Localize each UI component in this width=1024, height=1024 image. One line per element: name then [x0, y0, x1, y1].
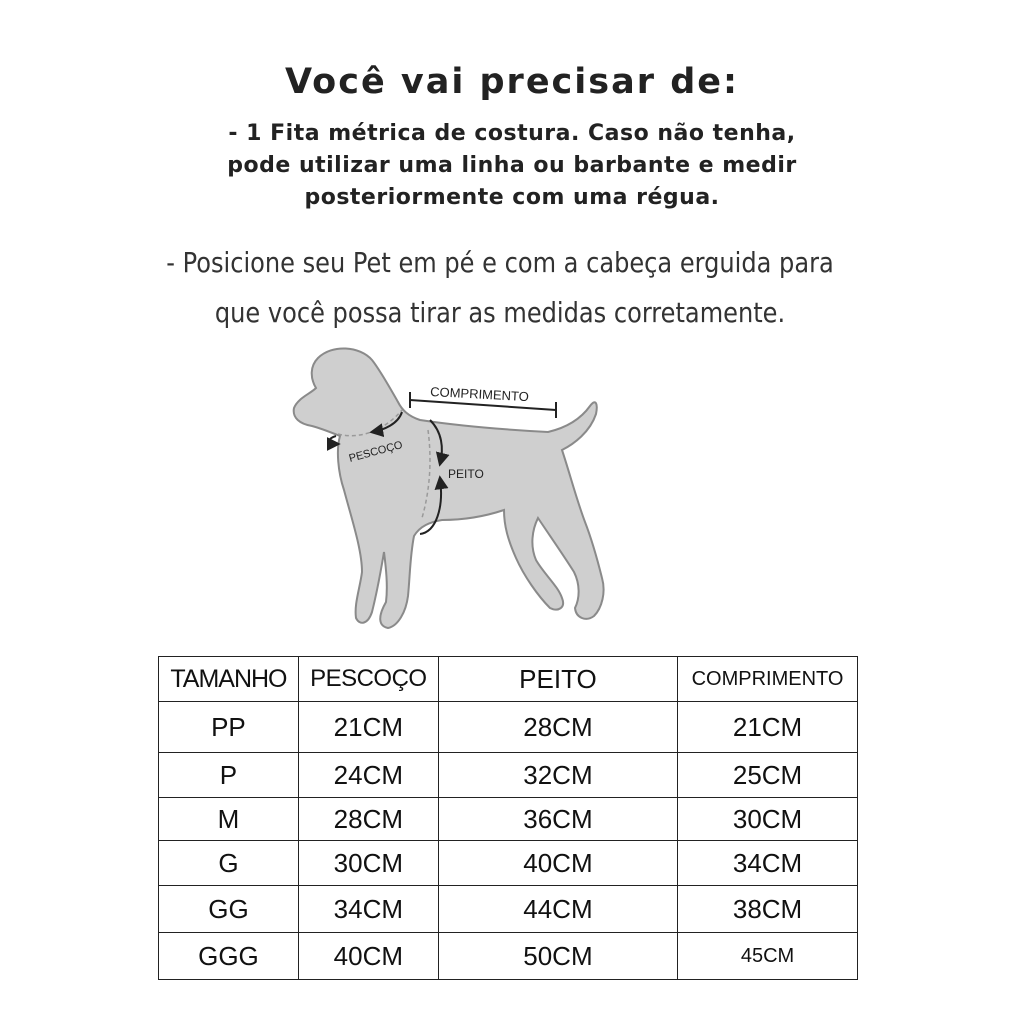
instruction-line: - 1 Fita métrica de costura. Caso não tenha,: [228, 121, 796, 146]
positioning-line: - Posicione seu Pet em pé e com a cabeça erguida para: [166, 246, 834, 279]
table-row: [159, 886, 858, 933]
length-cell: 21CM: [678, 702, 858, 753]
length-cell: 30CM: [678, 798, 858, 841]
chest-cell: 44CM: [438, 886, 677, 933]
table-header-row: [159, 657, 858, 702]
neck-cell: 24CM: [298, 753, 438, 798]
positioning-line: que você possa tirar as medidas corretamente.: [214, 296, 786, 329]
chest-cell: 40CM: [438, 841, 677, 886]
size-table: [158, 656, 858, 980]
neck-cell: 21CM: [298, 702, 438, 753]
comprimento-label: COMPRIMENTO: [429, 384, 530, 405]
page-heading: Você vai precisar de:: [285, 62, 739, 102]
chest-cell: 32CM: [438, 753, 677, 798]
header-peito: PEITO: [438, 657, 677, 702]
neck-cell: 34CM: [298, 886, 438, 933]
header-tamanho: TAMANHO: [159, 657, 299, 702]
chest-cell: 36CM: [438, 798, 677, 841]
size-cell: M: [159, 798, 299, 841]
materials-instructions: [0, 118, 1024, 214]
length-cell: 34CM: [678, 841, 858, 886]
chest-cell: 50CM: [438, 933, 677, 980]
table-row: [159, 753, 858, 798]
size-cell: GGG: [159, 933, 299, 980]
table-row: [159, 841, 858, 886]
length-cell: 38CM: [678, 886, 858, 933]
length-cell: 45CM: [678, 933, 858, 980]
neck-cell: 40CM: [298, 933, 438, 980]
instruction-line: posteriormente com uma régua.: [304, 185, 720, 210]
peito-label: PEITO: [448, 467, 484, 481]
size-cell: PP: [159, 702, 299, 753]
neck-cell: 28CM: [298, 798, 438, 841]
instruction-line: pode utilizar uma linha ou barbante e medir: [227, 153, 797, 178]
header-comprimento: COMPRIMENTO: [678, 657, 858, 702]
size-cell: G: [159, 841, 299, 886]
neck-cell: 30CM: [298, 841, 438, 886]
size-cell: P: [159, 753, 299, 798]
length-cell: 25CM: [678, 753, 858, 798]
header-pescoco: PESCOÇO: [298, 657, 438, 702]
positioning-instructions: [70, 238, 930, 338]
size-cell: GG: [159, 886, 299, 933]
chest-cell: 28CM: [438, 702, 677, 753]
table-row: [159, 798, 858, 841]
dog-measurement-diagram: [280, 340, 620, 640]
pescoco-label: PESCOÇO: [347, 439, 404, 465]
table-row: [159, 933, 858, 980]
table-row: [159, 702, 858, 753]
